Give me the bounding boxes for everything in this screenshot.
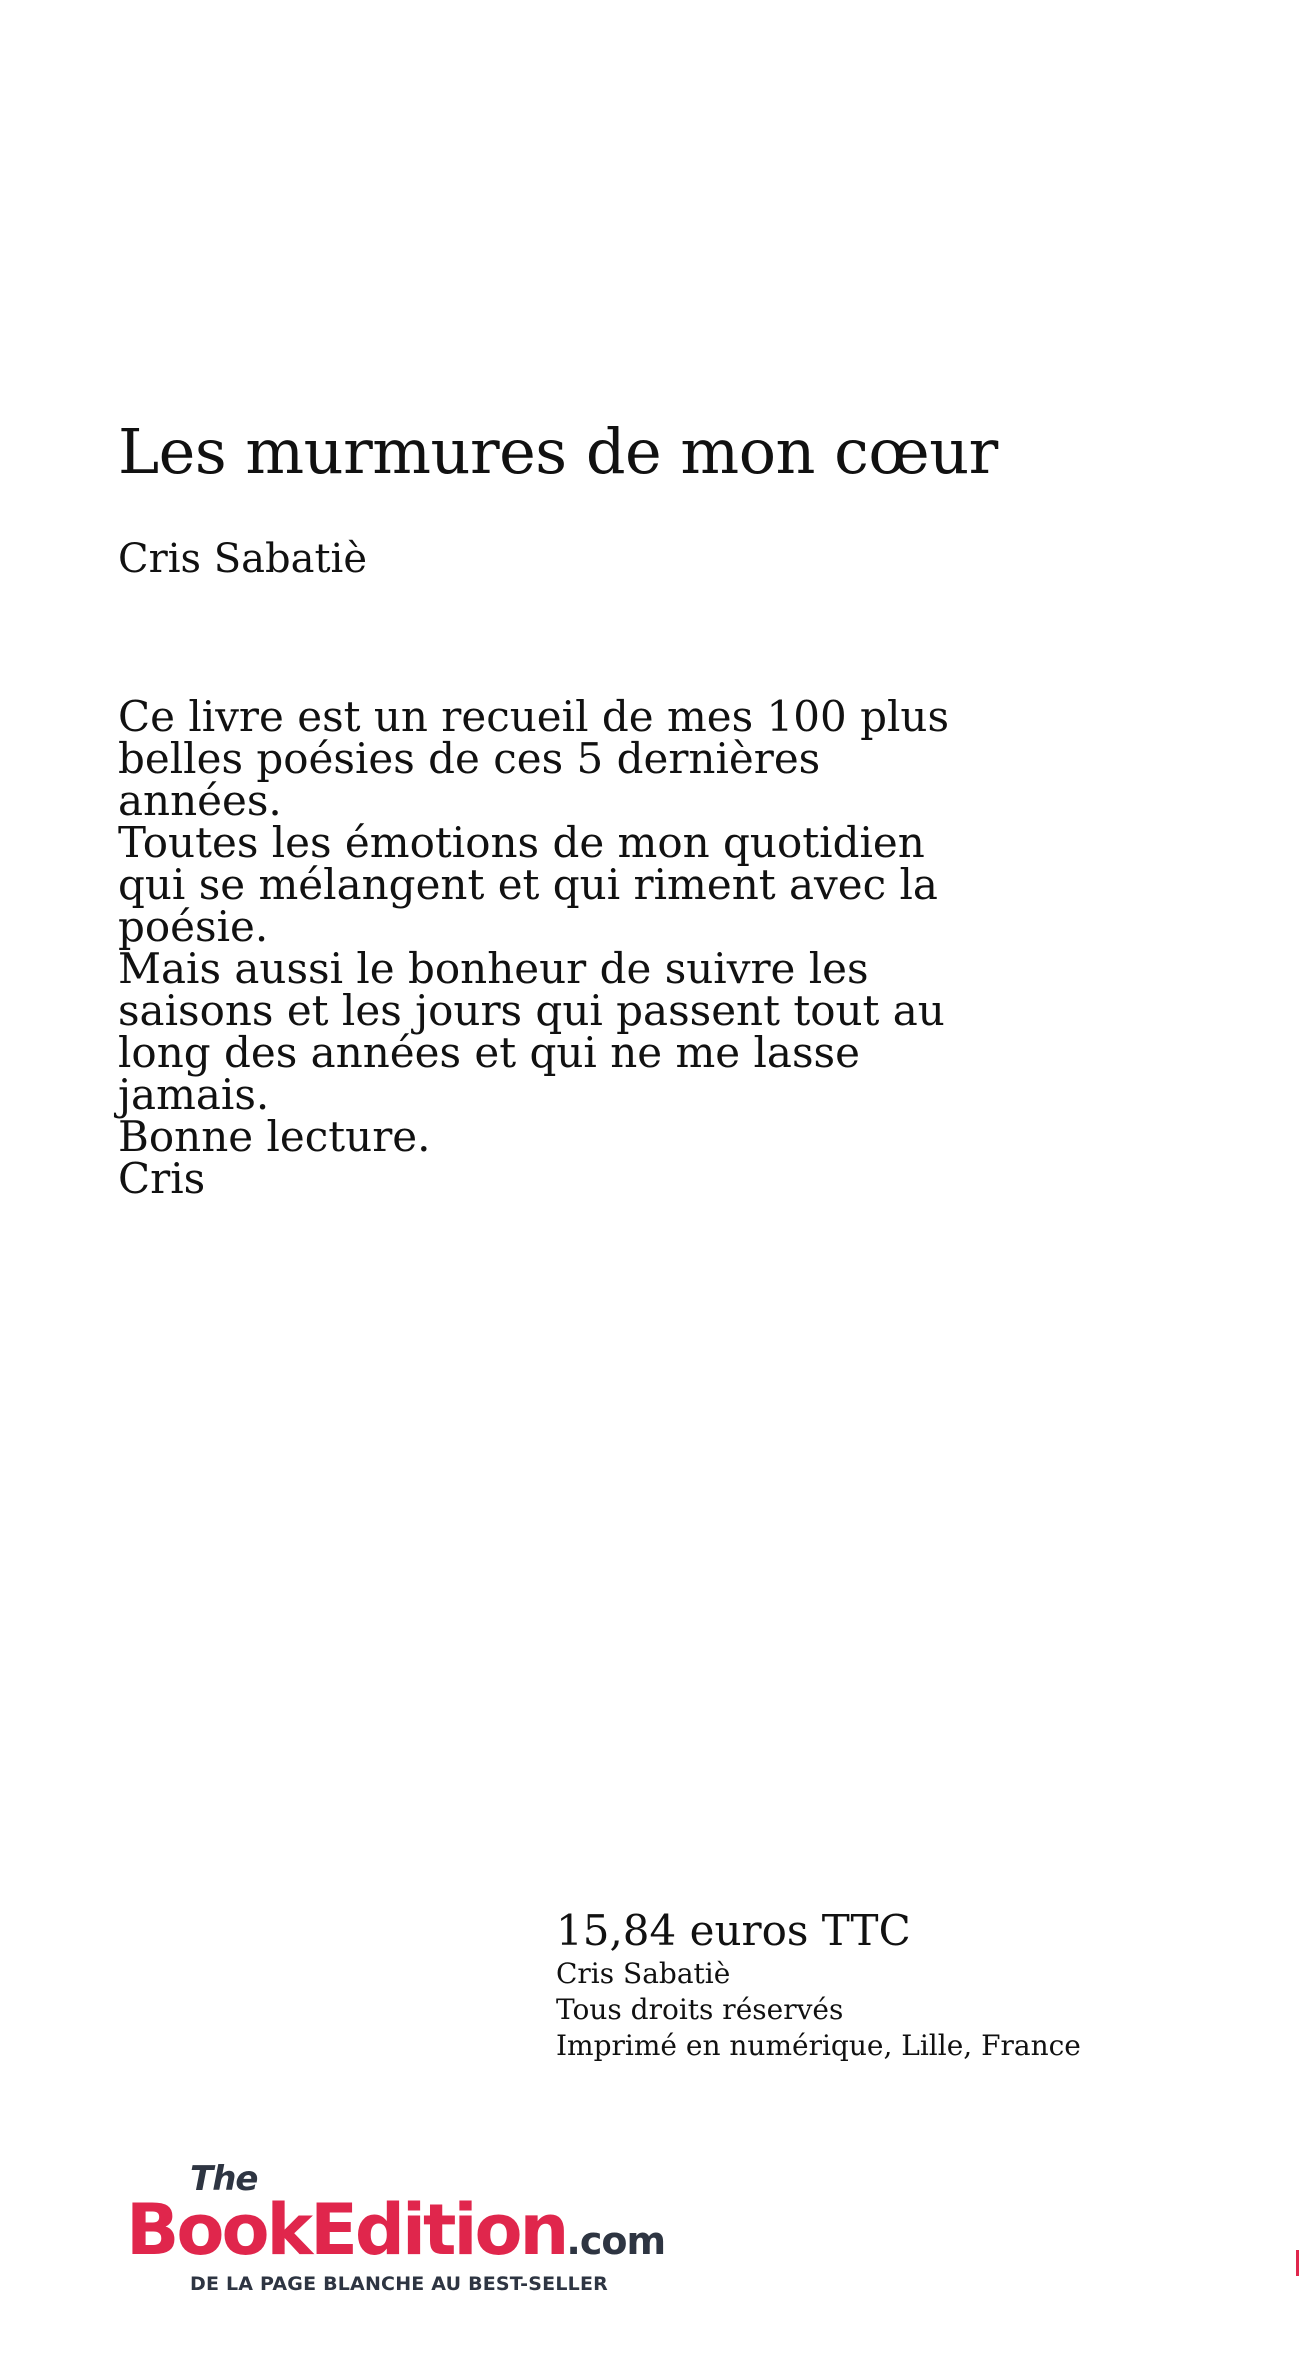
blurb-signature: Cris (118, 1154, 206, 1203)
blurb-paragraph: Bonne lecture. (118, 1112, 431, 1161)
colophon (556, 1906, 1156, 2064)
rights-notice: Tous droits réservés (556, 1993, 844, 2026)
blurb-paragraph: Mais aussi le bonheur de suivre les saisons et les jours qui passent tout au long des années et qui ne me lasse jamais. (118, 944, 945, 1119)
book-title: Les murmures de mon cœur (118, 415, 998, 488)
logo-the-text: The (190, 2159, 258, 2199)
price-label: 15,84 euros TTC (556, 1906, 911, 1955)
blurb-paragraph: Toutes les émotions de mon quotidien qui se mélangent et qui riment avec la poésie. (118, 818, 938, 951)
back-cover-blurb (118, 692, 978, 1203)
logo-tagline: DE LA PAGE BLANCHE AU BEST-SELLER (190, 2273, 608, 2295)
printing-notice: Imprimé en numérique, Lille, France (556, 2029, 1081, 2062)
logo-name-text: BookEdition (126, 2189, 567, 2271)
colophon-author: Cris Sabatiè (556, 1957, 731, 1990)
logo-wordmark (126, 2190, 665, 2281)
publisher-logo (126, 2160, 706, 2300)
edge-color-mark (1296, 2250, 1299, 2276)
book-author: Cris Sabatiè (118, 536, 368, 582)
blurb-paragraph: Ce livre est un recueil de mes 100 plus belles poésies de ces 5 dernières années. (118, 692, 949, 825)
logo-domain-text: .com (566, 2219, 666, 2263)
